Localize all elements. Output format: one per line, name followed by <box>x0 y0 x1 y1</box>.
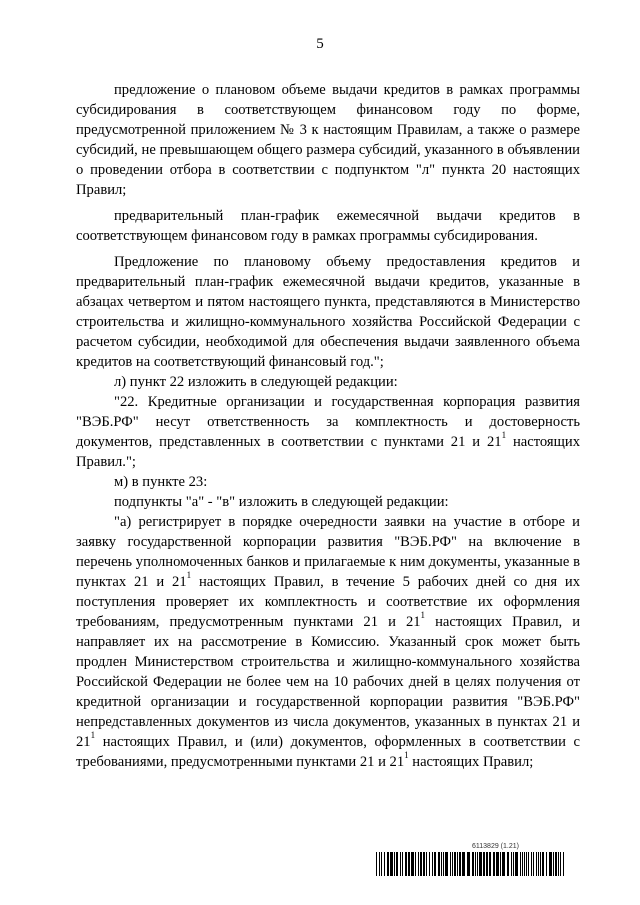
paragraph-p6 <box>76 472 580 492</box>
barcode-icon <box>376 852 564 876</box>
superscript: 1 <box>186 570 192 581</box>
page-number: 5 <box>316 36 324 52</box>
document-body <box>76 80 580 772</box>
paragraph-p1 <box>76 80 580 200</box>
text-segment: настоящих Правил."; <box>76 434 580 470</box>
text-segment: настоящих Правил, и направляет их на рассмотрение в Комиссию. Указанный срок может быть продлен Министерством строительства и жилищно-коммунального хозяйства Российской Федерации не более чем на 10 рабочих дней в целях получения от кредитной организации и государственной корпорации развития "ВЭБ.РФ" непредставленных документов из числа документов, указанных в пунктах 21 и 21 <box>76 614 580 750</box>
superscript: 1 <box>404 750 409 761</box>
text-segment: настоящих Правил, в течение 5 рабочих дней со дня их поступления проверяет их комплектность и соответствие их оформления требованиям, предусмотренным пунктами 21 и 21 <box>76 574 580 630</box>
text-segment: настоящих Правил, и (или) документов, оформленных в соответствии с требованиями, предусмотренными пунктами 21 и 21 <box>76 734 580 770</box>
text-segment: м) в пункте 23: <box>114 474 208 490</box>
text-segment: предварительный план-график ежемесячной выдачи кредитов в соответствующем финансовом году в рамках программы субсидирования. <box>76 208 580 244</box>
superscript: 1 <box>90 730 96 741</box>
superscript: 1 <box>420 610 426 621</box>
text-segment: предложение о плановом объеме выдачи кредитов в рамках программы субсидирования в соответствующем финансовом году по форме, предусмотренной приложением № 3 к настоящим Правилам, а также о размере субсидий, не превышающем общего размера субсидий, указанного в объявлении о проведении отбора в соответствии с подпунктом "л" пункта 20 настоящих Правил; <box>76 82 580 198</box>
paragraph-p8 <box>76 512 580 772</box>
paragraph-p7 <box>76 492 580 512</box>
superscript: 1 <box>501 430 507 441</box>
paragraph-p2 <box>76 206 580 246</box>
text-segment: подпункты "а" - "в" изложить в следующей редакции: <box>114 494 449 510</box>
text-segment: Предложение по плановому объему предоставления кредитов и предварительный план-график ежемесячной выдачи кредитов, указанные в абзацах четвертом и пятом настоящего пункта, представляются в Министерство строительства и жилищно-коммунального хозяйства Российской Федерации с расчетом субсидии, необходимой для обеспечения выдачи заявленного объема кредитов на соответствующий финансовый год."; <box>76 254 580 370</box>
text-segment: настоящих Правил; <box>408 754 534 770</box>
text-segment: "22. Кредитные организации и государственная корпорация развития "ВЭБ.РФ" несут ответственность за комплектность и достоверность документов, представленных в соответствии с пунктами 21 и 21 <box>76 394 580 450</box>
paragraph-p4 <box>76 372 580 392</box>
text-segment: л) пункт 22 изложить в следующей редакции: <box>114 374 398 390</box>
document-code: 6113829 (1.21) <box>472 843 519 850</box>
paragraph-p3 <box>76 252 580 372</box>
paragraph-p5 <box>76 392 580 472</box>
text-segment: "а) регистрирует в порядке очередности заявки на участие в отборе и заявку государственной корпорации развития "ВЭБ.РФ" на включение в перечень уполномоченных банков и прилагаемые к ним документы, указанные в пунктах 21 и 21 <box>76 514 580 590</box>
